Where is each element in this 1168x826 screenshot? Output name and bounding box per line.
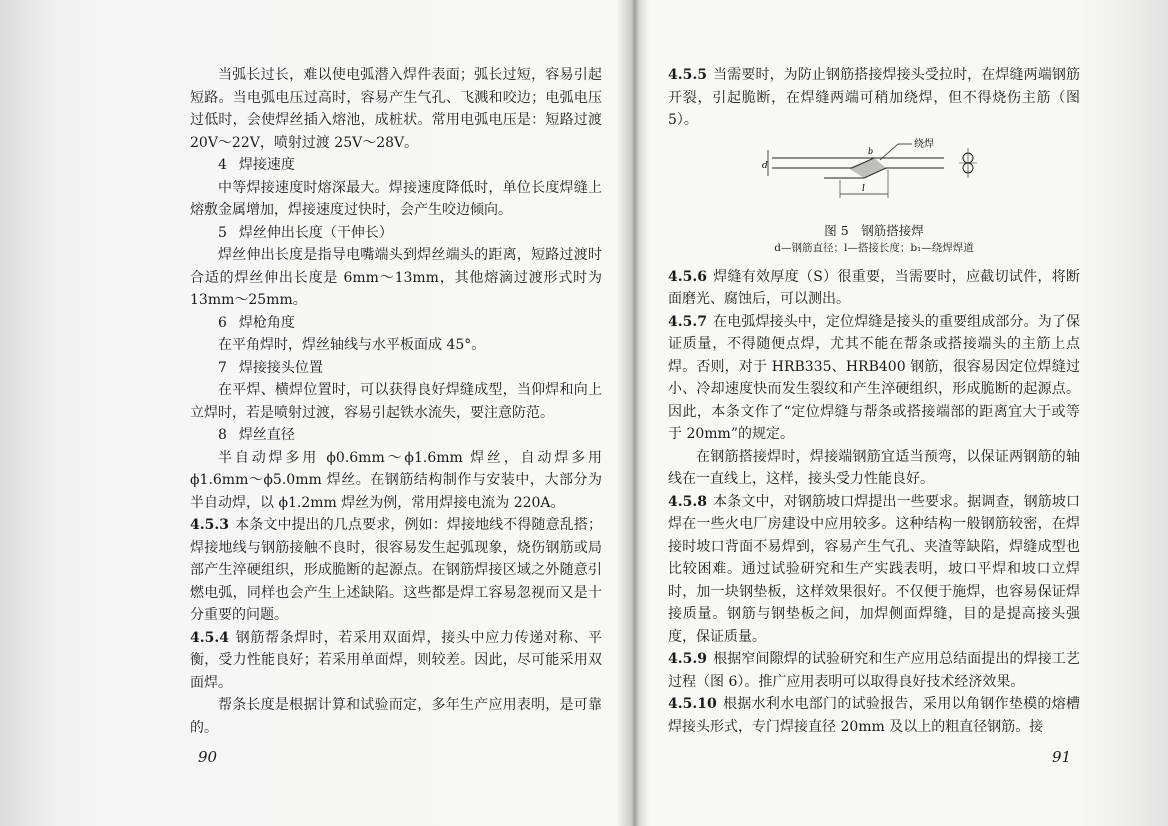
section-paragraph [190, 627, 602, 695]
section-number: 4.5.4 [190, 629, 229, 646]
section-paragraph [668, 648, 1080, 693]
subheading-text: 焊接速度 [238, 157, 295, 173]
figure-5 [668, 136, 1080, 266]
section-number: 4.5.7 [668, 313, 707, 330]
section-paragraph [668, 266, 1080, 311]
body-paragraph: 在平角焊时，焊丝轴线与水平板面成 45°。 [218, 337, 486, 353]
section-paragraph [668, 491, 1080, 649]
section-number: 4.5.6 [668, 268, 707, 285]
section-number: 4.5.8 [668, 493, 707, 510]
section-number: 4.5.5 [668, 67, 707, 83]
book-gutter [616, 0, 650, 826]
label-b: b [868, 146, 874, 156]
right-paragraphs [668, 266, 1080, 739]
section-text: 本条文中，对钢筋坡口焊提出一些要求。据调查，钢筋坡口焊在一些火电厂房建设中应用较多。这种结构一般钢筋较密，在焊接时坡口背面不易焊到，容易产生气孔、夹渣等缺陷，焊缝成型也比较困难。通过试验研究和生产实践表明，坡口平焊和坡口立焊时，加一块钢垫板，这样效果很好。不仅便于施焊，也容易保证焊接质量。钢筋与钢垫板之间，加焊侧面焊缝，目的是提高接头强度，保证质量。 [668, 493, 1080, 645]
body-paragraph: 当弧长过长，难以使电弧潜入焊件表面；弧长过短，容易引起短路。当电弧电压过高时，容易产生气孔、飞溅和咬边；电弧电压过低时，会使焊丝插入熔池，成桩状。常用电弧电压是：短路过渡 20V～22V，喷射过渡 25V～28V。 [190, 67, 602, 151]
section-text: 焊缝有效厚度（S）很重要，当需要时，应截切试件，将断面磨光、腐蚀后，可以测出。 [668, 268, 1080, 307]
lap-weld-diagram [764, 136, 994, 216]
left-page-number: 90 [198, 748, 218, 766]
section-number: 4.5.3 [190, 517, 229, 533]
figure-caption: 图 5 钢筋搭接焊 [824, 222, 924, 238]
body-paragraph: 帮条长度是根据计算和试验而定，多年生产应用表明，是可靠的。 [190, 697, 602, 736]
body-paragraph: 半自动焊多用 ϕ0.6mm～ϕ1.6mm 焊丝，自动焊多用 ϕ1.6mm～ϕ5.0mm 焊丝。在钢筋结构制作与安装中，大部分为半自动焊，以 ϕ1.2mm 焊丝为例，常用焊接电流为 220A。 [190, 449, 602, 511]
section-number: 4.5.9 [668, 651, 707, 667]
subheading-number: 8 [218, 427, 227, 443]
body-paragraph: 中等焊接速度时熔深最大。焊接速度降低时，单位长度焊缝上熔敷金属增加，焊接速度过快时，会产生咬边倾向。 [190, 179, 602, 218]
subheading [190, 424, 602, 447]
subheading-number: 6 [218, 314, 227, 331]
body-paragraph: 焊丝伸出长度是指导电嘴端头到焊丝端头的距离，短路过渡时合适的焊丝伸出长度是 6mm～13mm，其他熔滴过渡形式时为 13mm～25mm。 [190, 247, 602, 308]
section-text: 根据窄间隙焊的试验研究和生产应用总结面提出的焊接工艺过程（图 6）。推广应用表明可以取得良好技术经济效果。 [668, 651, 1080, 690]
subheading [190, 222, 602, 245]
body-paragraph: 在钢筋搭接焊时，焊接端钢筋宜适当预弯，以保证两钢筋的轴线在一直线上，这样，接头受力性能良好。 [668, 448, 1080, 487]
subheading-number: 5 [218, 224, 227, 241]
section-text: 钢筋帮条焊时，若采用双面焊，接头中应力传递对称、平衡，受力性能良好；若采用单面焊，则较差。因此，尽可能采用双面焊。 [190, 629, 602, 691]
section-paragraph [668, 311, 1080, 446]
body-paragraph: 在平焊、横焊位置时，可以获得良好焊缝成型，当仰焊和向上立焊时，若是喷射过渡，容易引起铁水流失，要注意防范。 [190, 382, 602, 421]
right-page [668, 64, 1080, 738]
subheading-number: 4 [218, 157, 227, 173]
subheading-text: 焊丝直径 [238, 427, 295, 443]
figure-legend: d—钢筋直径；l—搭接长度；b₁—绕焊焊道 [774, 241, 974, 254]
subheading [190, 312, 602, 335]
right-page-number: 91 [1052, 748, 1072, 766]
section-text: 当需要时，为防止钢筋搭接焊接头受拉时，在焊缝两端钢筋开裂，引起脆断，在焊缝两端可稍加绕焊，但不得烧伤主筋（图 5）。 [668, 67, 1080, 128]
section-text: 根据水利水电部门的试验报告，采用以角钢作垫模的熔槽焊接头形式，专门焊接直径 20mm 及以上的粗直径钢筋。接 [668, 696, 1080, 735]
section-4-5-5 [668, 64, 1080, 132]
label-d: d [762, 160, 768, 171]
section-text: 本条文中提出的几点要求，例如：焊接地线不得随意乱搭；焊接地线与钢筋接触不良时，很容易发生起弧现象，烧伤钢筋或局部产生淬硬组织，形成脆断的起源点。在钢筋焊接区域之外随意引燃电弧，同样也会产生上述缺陷。这些都是焊工容易忽视而又是十分重要的问题。 [190, 517, 602, 623]
subheading-text: 焊丝伸出长度（干伸长） [238, 224, 393, 241]
subheading-text: 焊接接头位置 [238, 359, 323, 376]
subheading [190, 154, 602, 177]
subheading [190, 357, 602, 380]
left-page [190, 64, 602, 739]
label-weld: 绕焊 [914, 138, 934, 150]
section-text: 在电弧焊接头中，定位焊缝是接头的重要组成部分。为了保证质量，不得随便点焊，尤其不能在帮条或搭接端头的主筋上点焊。否则，对于 HRB335、HRB400 钢筋，很容易因定位焊缝过小、冷却速度快而发生裂纹和产生淬硬组织，形成脆断的起源点。因此，本条文作了“定位焊缝与帮条或搭接端部的距离宜大于或等于 20mm”的规定。 [668, 313, 1080, 442]
subheading-number: 7 [218, 359, 227, 376]
label-l: l [862, 183, 865, 194]
subheading-text: 焊枪角度 [238, 314, 295, 331]
section-paragraph [668, 693, 1080, 738]
section-paragraph [190, 514, 602, 627]
section-number: 4.5.10 [668, 696, 717, 712]
